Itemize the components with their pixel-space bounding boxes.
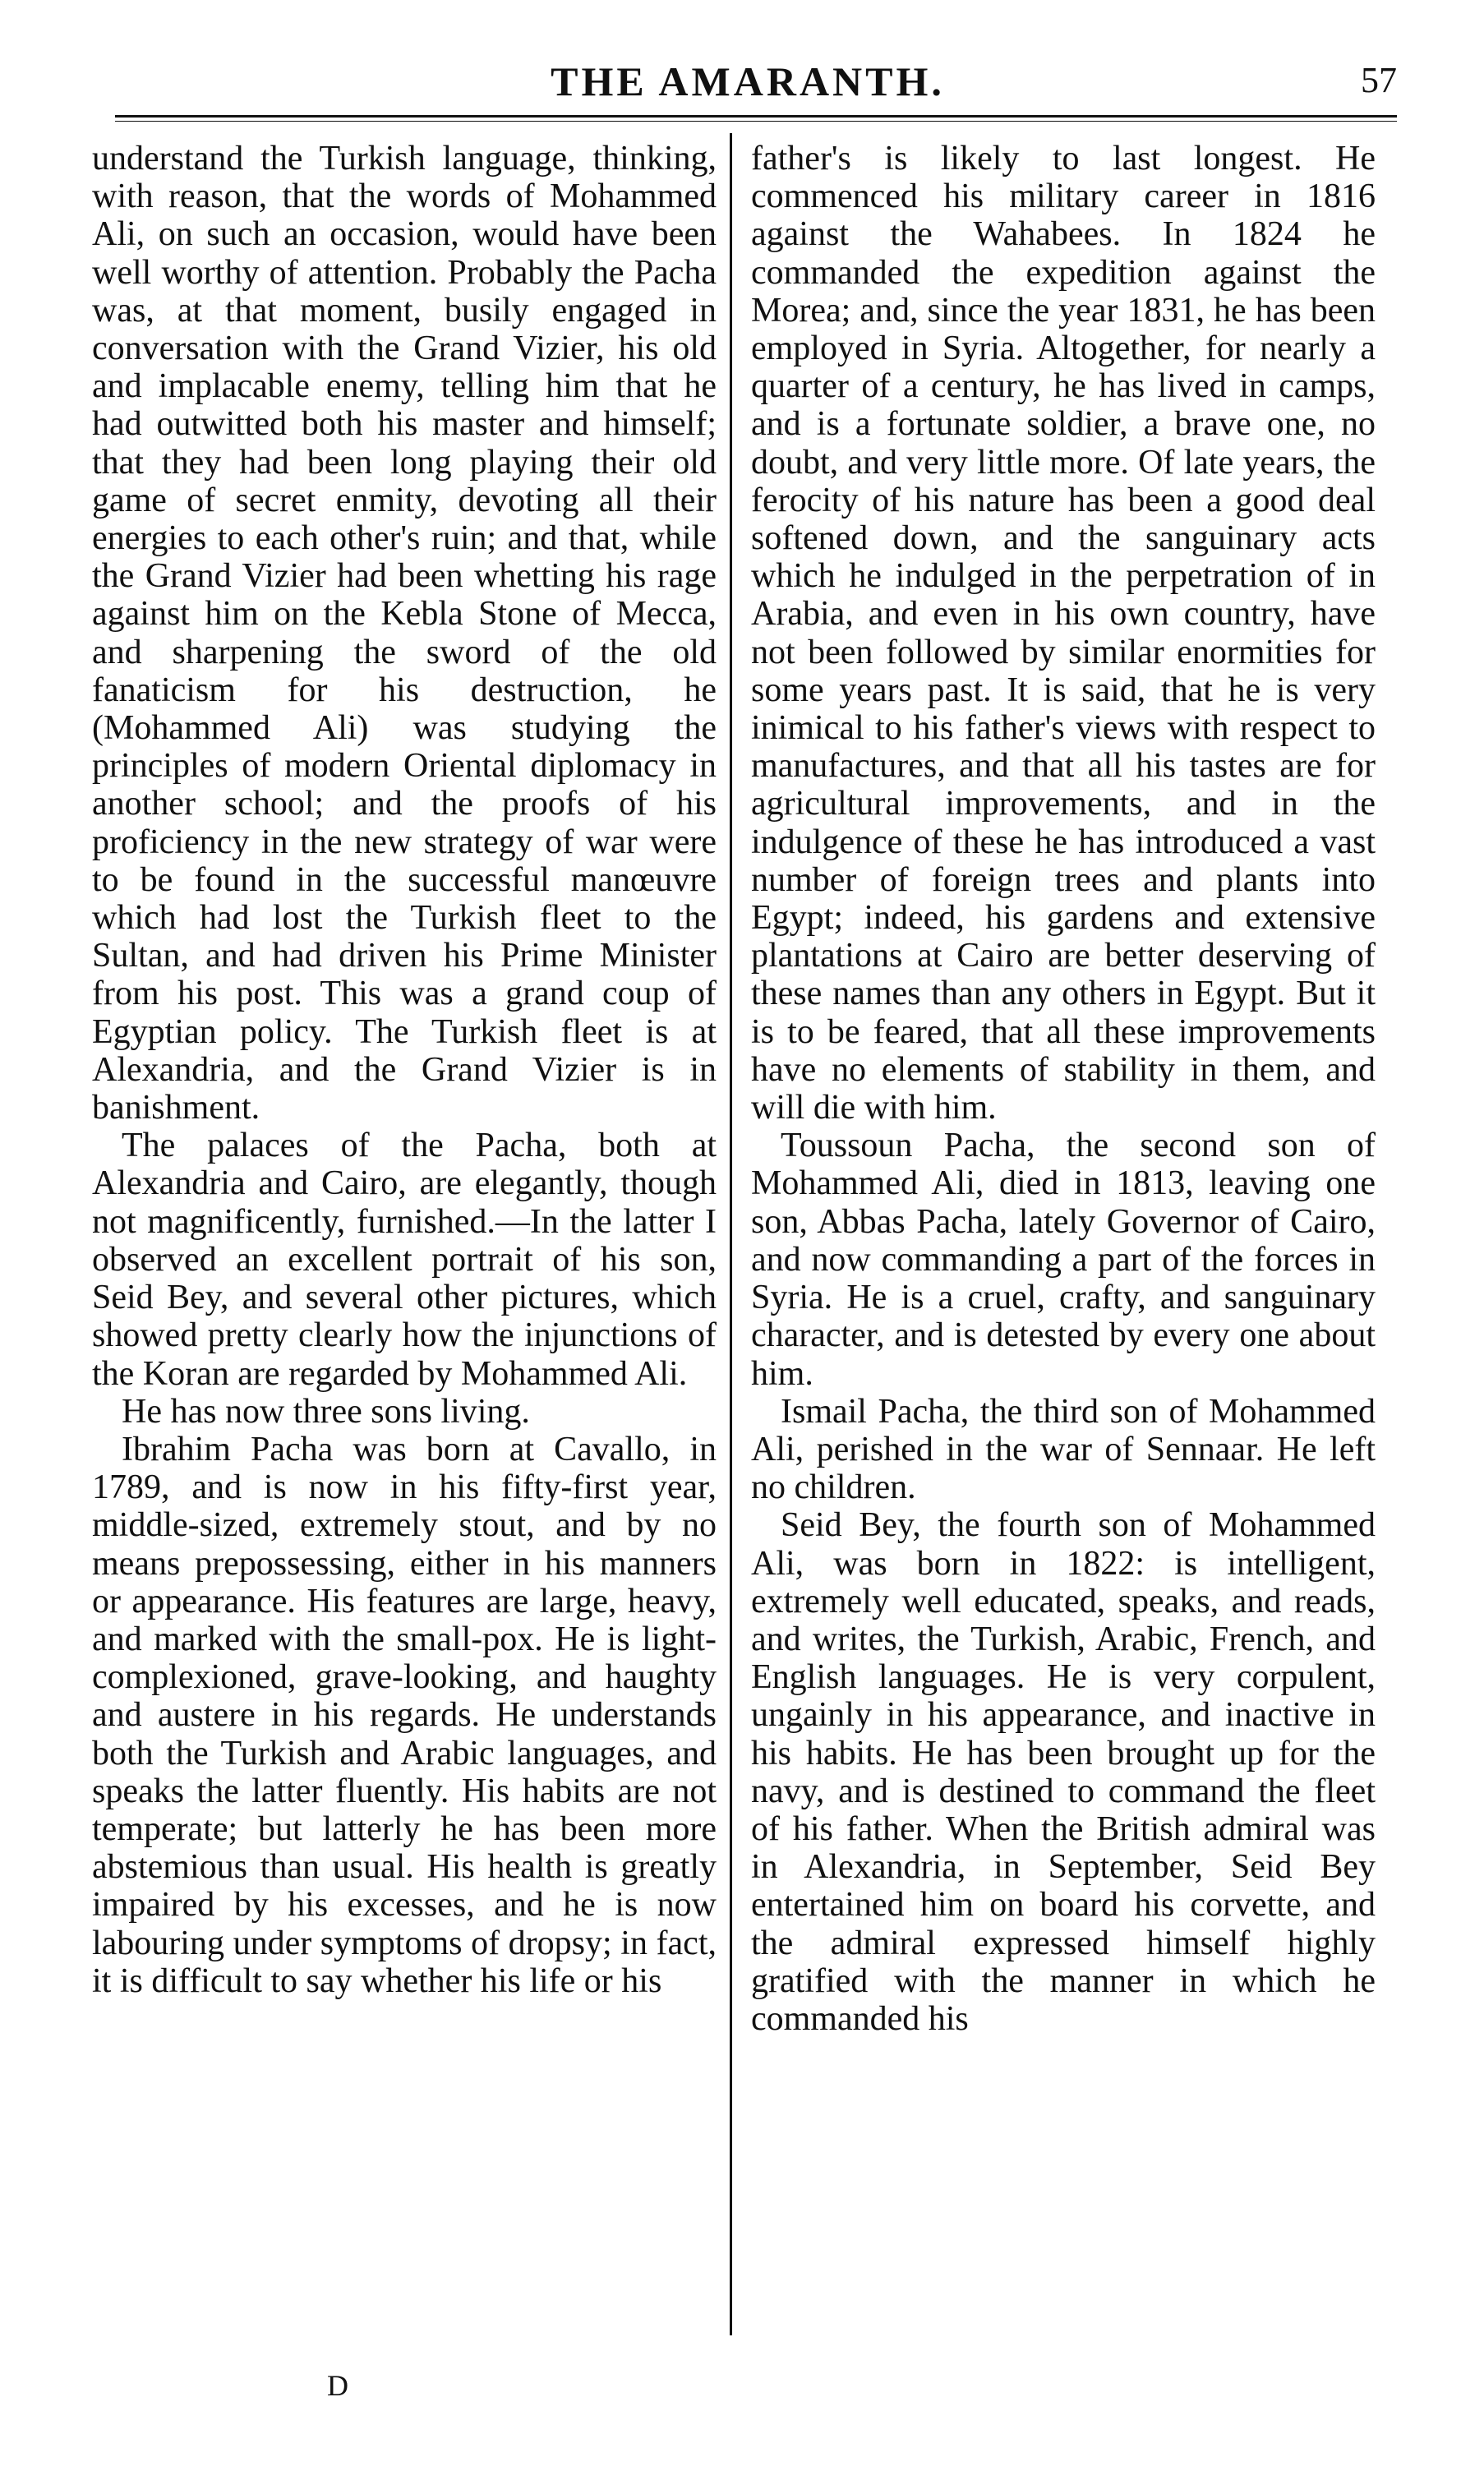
left-paragraph-2: The palaces of the Pacha, both at Alexandria and Cairo, are elegantly, though not magnificently, furnished.—In the latter I observed an excellent portrait of his son, Seid Bey, and several other pictures, which showed pretty clearly how the injunctions of the Koran are regarded by Mohammed Ali.: [92, 1127, 717, 1393]
column-divider: [730, 133, 732, 2335]
right-paragraph-2: Toussoun Pacha, the second son of Mohammed Ali, died in 1813, leaving one son, Abbas Pacha, lately Governor of Cairo, and now commanding a part of the forces in Syria. He is a cruel, crafty, and sanguinary character, and is detested by every one about him.: [751, 1127, 1376, 1393]
left-paragraph-1: understand the Turkish language, thinking, with reason, that the words of Mohammed Ali, on such an occasion, would have been well worthy of attention. Probably the Pacha was, at that moment, busily engaged in conversation with the Grand Vizier, his old and implacable enemy, telling him that he had outwitted both his master and himself; that they had been long playing their old game of secret enmity, devoting all their energies to each other's ruin; and that, while the Grand Vizier had been whetting his rage against him on the Kebla Stone of Mecca, and sharpening the sword of the old fanaticism for his destruction, he (Mohammed Ali) was studying the principles of modern Oriental diplomacy in another school; and the proofs of his proficiency in the new strategy of war were to be found in the successful manœuvre which had lost the Turkish fleet to the Sultan, and had driven his Prime Minister from his post. This was a grand coup of Egyptian policy. The Turkish fleet is at Alexandria, and the Grand Vizier is in banishment.: [92, 140, 717, 1127]
signature-mark: D: [327, 2369, 348, 2402]
right-column: [751, 140, 1376, 2038]
left-paragraph-3: He has now three sons living.: [122, 1392, 530, 1431]
left-column: [92, 140, 717, 2000]
page-number: 57: [1361, 60, 1397, 100]
left-paragraph-4: Ibrahim Pacha was born at Cavallo, in 1789, and is now in his fifty-first year, middle-sized, extremely stout, and by no means prepossessing, either in his manners or appearance. His features are large, heavy, and marked with the small-pox. He is light-complexioned, grave-looking, and haughty and austere in his regards. He understands both the Turkish and Arabic languages, and speaks the latter fluently. His habits are not temperate; but latterly he has been more abstemious than usual. His health is greatly impaired by his excesses, and he is now labouring under symptoms of dropsy; in fact, it is difficult to say whether his life or his: [92, 1430, 717, 2000]
running-head: [99, 58, 1397, 115]
right-paragraph-3: Ismail Pacha, the third son of Mohammed Ali, perished in the war of Sennaar. He left no children.: [751, 1392, 1376, 1507]
right-paragraph-1: father's is likely to last longest. He commenced his military career in 1816 against the Wahabees. In 1824 he commanded the expedition against the Morea; and, since the year 1831, he has been employed in Syria. Altogether, for nearly a quarter of a century, he has lived in camps, and is a fortunate soldier, a brave one, no doubt, and very little more. Of late years, the ferocity of his nature has been a good deal softened down, and the sanguinary acts which he indulged in the perpetration of in Arabia, and even in his own country, have not been followed by similar enormities for some years past. It is said, that he is very inimical to his father's views with respect to manufactures, and that all his tastes are for agricultural improvements, and in the indulgence of these he has introduced a vast number of foreign trees and plants into Egypt; indeed, his gardens and extensive plantations at Cairo are better deserving of these names than any others in Egypt. But it is to be feared, that all these improvements have no elements of stability in them, and will die with him.: [751, 140, 1376, 1127]
right-paragraph-4: Seid Bey, the fourth son of Mohammed Ali, was born in 1822: is intelligent, extremely well educated, speaks, and reads, and writes, the Turkish, Arabic, French, and English languages. He is very corpulent, ungainly in his appearance, and inactive in his habits. He has been brought up for the navy, and is destined to command the fleet of his father. When the British admiral was in Alexandria, in September, Seid Bey entertained him on board his corvette, and the admiral expressed himself highly gratified with the manner in which he commanded his: [751, 1506, 1376, 2038]
header-rule: [115, 115, 1397, 122]
running-title: THE AMARANTH.: [551, 58, 945, 104]
